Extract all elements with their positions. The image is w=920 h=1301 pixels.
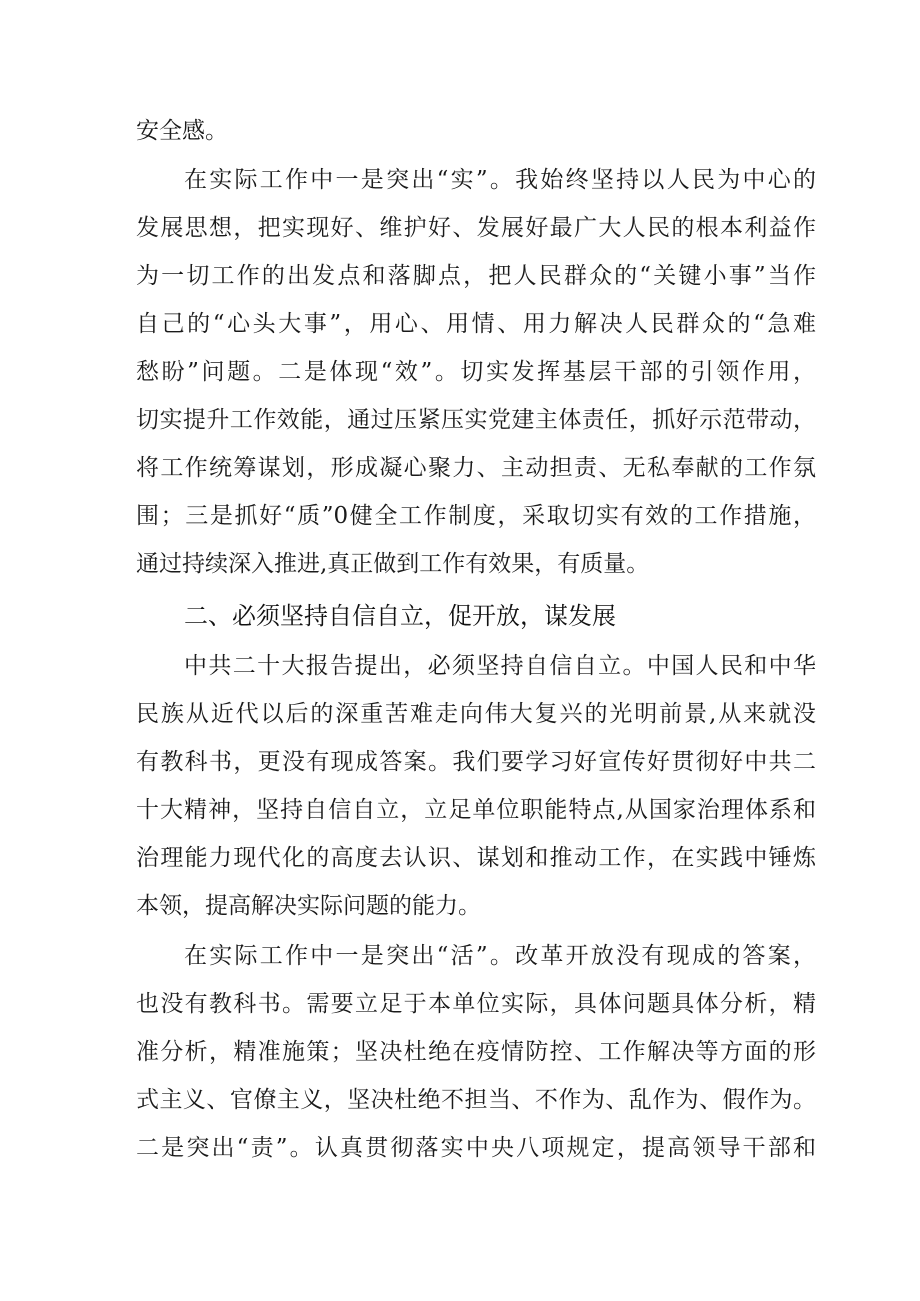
paragraph-1-line-1: 安全感。 <box>136 118 228 144</box>
paragraph-2-line-1: 在实际工作中一是突出“实”。我始终坚持以人民为中心的 <box>184 167 816 193</box>
paragraph-3-line-4: 十大精神，坚持自信自立，立足单位职能特点,从国家治理体系和 <box>136 797 816 823</box>
paragraph-2-line-9: 通过持续深入推进,真正做到工作有效果，有质量。 <box>136 551 650 577</box>
paragraph-3-line-5: 治理能力现代化的高度去认识、谋划和推动工作，在实践中锤炼 <box>136 845 816 871</box>
paragraph-2-line-8: 围；三是抓好“质”0健全工作制度，采取切实有效的工作措施， <box>136 503 816 529</box>
paragraph-4-line-4: 式主义、官僚主义，坚决杜绝不担当、不作为、乱作为、假作为。 <box>136 1087 816 1113</box>
paragraph-4-line-1: 在实际工作中一是突出“活”。改革开放没有现成的答案， <box>184 943 816 969</box>
paragraph-2-line-5: 愁盼”问题。二是体现“效”。切实发挥基层干部的引领作用， <box>136 359 816 385</box>
paragraph-3-line-2: 民族从近代以后的深重苦难走向伟大复兴的光明前景,从来就没 <box>136 701 816 727</box>
paragraph-4-line-5: 二是突出“责”。认真贯彻落实中央八项规定，提高领导干部和 <box>136 1135 816 1161</box>
paragraph-2-line-4: 自己的“心头大事”，用心、用情、用力解决人民群众的“急难 <box>136 311 816 337</box>
section-heading-2: 二、必须坚持自信自立，促开放，谋发展 <box>184 602 616 630</box>
paragraph-4-line-2: 也没有教科书。需要立足于本单位实际，具体问题具体分析，精 <box>136 991 816 1017</box>
paragraph-3-line-1: 中共二十大报告提出，必须坚持自信自立。中国人民和中华 <box>184 653 816 679</box>
paragraph-2-line-3: 为一切工作的出发点和落脚点，把人民群众的“关键小事”当作 <box>136 263 816 289</box>
paragraph-3-line-6: 本领，提高解决实际问题的能力。 <box>136 893 481 919</box>
paragraph-2-line-6: 切实提升工作效能，通过压紧压实党建主体责任，抓好示范带动， <box>136 407 816 433</box>
paragraph-2-line-2: 发展思想，把实现好、维护好、发展好最广大人民的根本利益作 <box>136 215 816 241</box>
paragraph-3-line-3: 有教科书，更没有现成答案。我们要学习好宣传好贯彻好中共二 <box>136 749 816 775</box>
paragraph-4-line-3: 准分析，精准施策；坚决杜绝在疫情防控、工作解决等方面的形 <box>136 1039 816 1065</box>
paragraph-2-line-7: 将工作统筹谋划，形成凝心聚力、主动担责、无私奉献的工作氛 <box>136 455 816 481</box>
